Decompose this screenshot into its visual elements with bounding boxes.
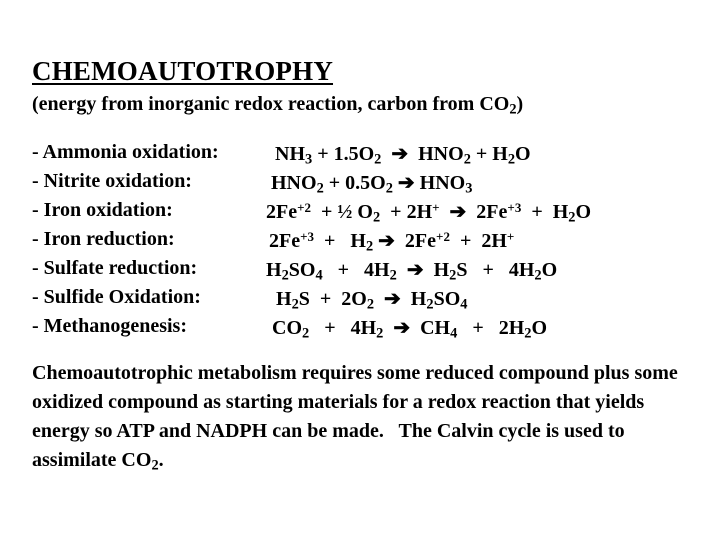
reaction-label: - Sulfate reduction: — [32, 257, 198, 279]
reaction-equation: $HNO_2 + 0.5O_2$ ➔ $HNO_3$ — [271, 172, 473, 197]
slide-title: CHEMOAUTOTROPHY — [32, 56, 334, 86]
reaction-equation: $H_2S + 2O_2$ ➔ $H_2SO_4$ — [276, 288, 468, 313]
reaction-equation: $H_2SO_4 + 4H_2$ ➔ $H_2S + 4H_2O$ — [266, 259, 558, 284]
reaction-equation: $2Fe^{+2}$ + ½ $O_2 + 2H^+$ ➔ $2Fe^{+3} + H_2O$ — [266, 200, 592, 226]
slide-subtitle: (energy from inorganic redox reaction, carbon from $CO_2$) — [32, 93, 524, 118]
reaction-label: - Iron reduction: — [32, 228, 175, 250]
reaction-label: - Methanogenesis: — [32, 315, 187, 337]
reaction-label: - Sulfide Oxidation: — [32, 286, 201, 308]
reaction-label: - Iron oxidation: — [32, 199, 173, 221]
reaction-equation: $NH_3 + 1.5O_2$ ➔ $HNO_2 + H_2O$ — [275, 143, 531, 168]
explanation-paragraph: Chemoautotrophic metabolism requires some reduced compound plus some oxidized compound as starting materials for a redox reaction that yields energy so ATP and NADPH can be made. The Calvin cycle is used to assimilate $CO_2$. — [32, 362, 678, 474]
reaction-equation: $CO_2 + 4H_2$ ➔ $CH_4 + 2H_2O$ — [272, 317, 548, 342]
reaction-label: - Ammonia oxidation: — [32, 141, 219, 163]
reaction-equation: $2Fe^{+3} + H_2$ ➔ $2Fe^{+2} + 2H^+$ — [269, 229, 515, 255]
reaction-label: - Nitrite oxidation: — [32, 170, 192, 192]
